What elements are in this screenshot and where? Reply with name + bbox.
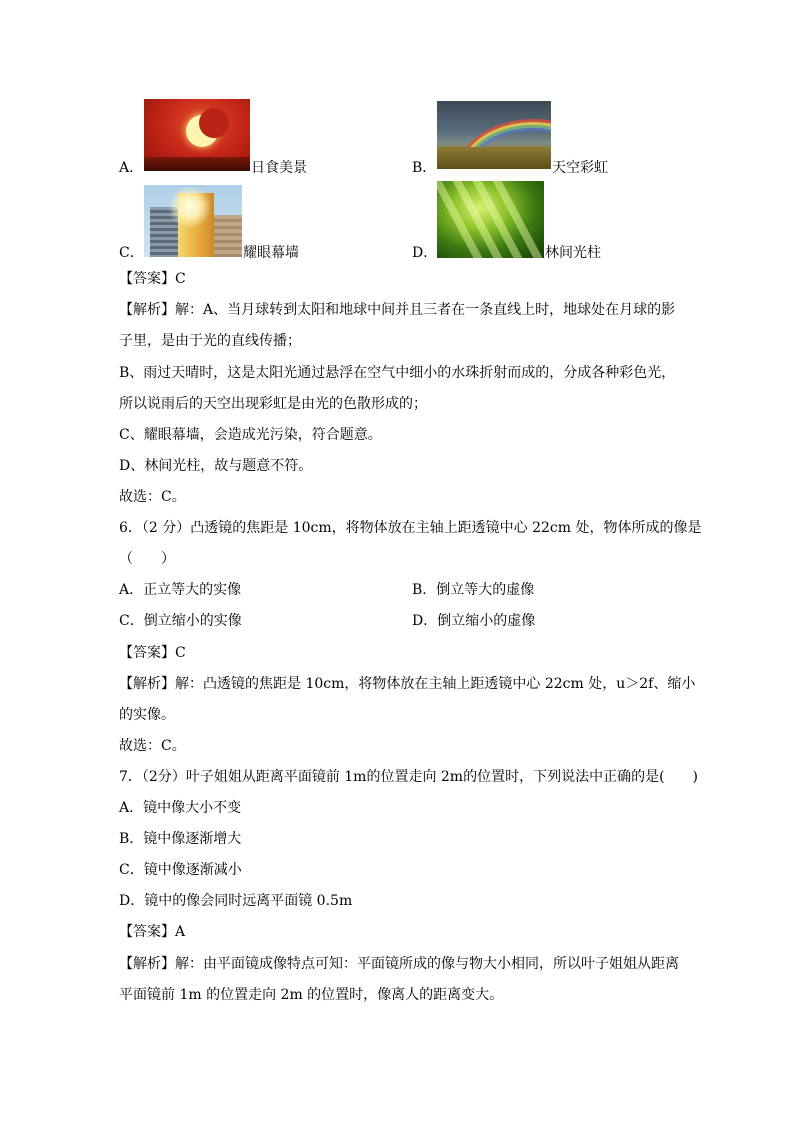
q6-answer: 【答案】C — [119, 645, 186, 661]
q7-option-a: A．镜中像大小不变 — [119, 800, 242, 816]
q6-option-b: B．倒立等大的虚像 — [412, 582, 535, 598]
q7-analysis-line: 平面镜前 1m 的位置走向 2m 的位置时，像离人的距离变大。 — [119, 987, 504, 1003]
option-a-letter: A． — [119, 160, 144, 176]
option-d-letter: D． — [412, 245, 438, 261]
q6-conclusion: 故选：C。 — [119, 738, 186, 754]
q6-analysis-line: 的实像。 — [119, 707, 175, 723]
q5-answer: 【答案】C — [119, 271, 186, 287]
q5-analysis-line: 【解析】解：A、当月球转到太阳和地球中间并且三者在一条直线上时，地球处在月球的影 — [119, 302, 676, 318]
option-b-caption: 天空彩虹 — [552, 160, 608, 176]
solar-eclipse-image — [144, 99, 250, 171]
q5-analysis-line: 所以说雨后的天空出现彩虹是由光的色散形成的； — [119, 396, 427, 412]
option-d-caption: 林间光柱 — [545, 245, 601, 261]
q6-option-d: D．倒立缩小的虚像 — [412, 613, 536, 629]
option-a-caption: 日食美景 — [251, 160, 307, 176]
q5-conclusion: 故选：C。 — [119, 489, 186, 505]
q5-analysis-line: D、林间光柱，故与题意不符。 — [119, 458, 313, 474]
option-c-letter: C． — [119, 245, 144, 261]
q7-option-c: C．镜中像逐渐减小 — [119, 862, 242, 878]
option-b-letter: B． — [412, 160, 437, 176]
q6-option-a: A．正立等大的实像 — [119, 582, 242, 598]
q6-stem-blank: （ ） — [119, 551, 175, 567]
q6-stem: 6．（2 分）凸透镜的焦距是 10cm，将物体放在主轴上距透镜中心 22cm 处，物体所成的像是 — [119, 520, 702, 536]
q7-option-d: D．镜中的像会同时远离平面镜 0.5m — [119, 893, 353, 909]
q7-analysis-line: 【解析】解：由平面镜成像特点可知：平面镜所成的像与物大小相同，所以叶子姐姐从距离 — [119, 956, 679, 972]
q7-answer: 【答案】A — [119, 924, 186, 940]
q6-analysis-line: 【解析】解：凸透镜的焦距是 10cm，将物体放在主轴上距透镜中心 22cm 处，u＞2f、缩小 — [119, 676, 696, 692]
q7-stem: 7．（2分）叶子姐姐从距离平面镜前 1m的位置走向 2m的位置时，下列说法中正确的是( ) — [119, 769, 699, 785]
q5-analysis-line: C、耀眼幕墙，会造成光污染，符合题意。 — [119, 427, 382, 443]
glass-curtain-wall-image — [144, 185, 242, 257]
q7-option-b: B．镜中像逐渐增大 — [119, 831, 242, 847]
q5-analysis-line: 子里，是由于光的直线传播； — [119, 333, 301, 349]
rainbow-image — [437, 101, 551, 169]
option-c-caption: 耀眼幕墙 — [243, 245, 299, 261]
q6-option-c: C．倒立缩小的实像 — [119, 613, 242, 629]
q5-analysis-line: B、雨过天晴时，这是太阳光通过悬浮在空气中细小的水珠折射而成的，分成各种彩色光， — [119, 365, 676, 381]
forest-light-beams-image — [437, 181, 544, 258]
